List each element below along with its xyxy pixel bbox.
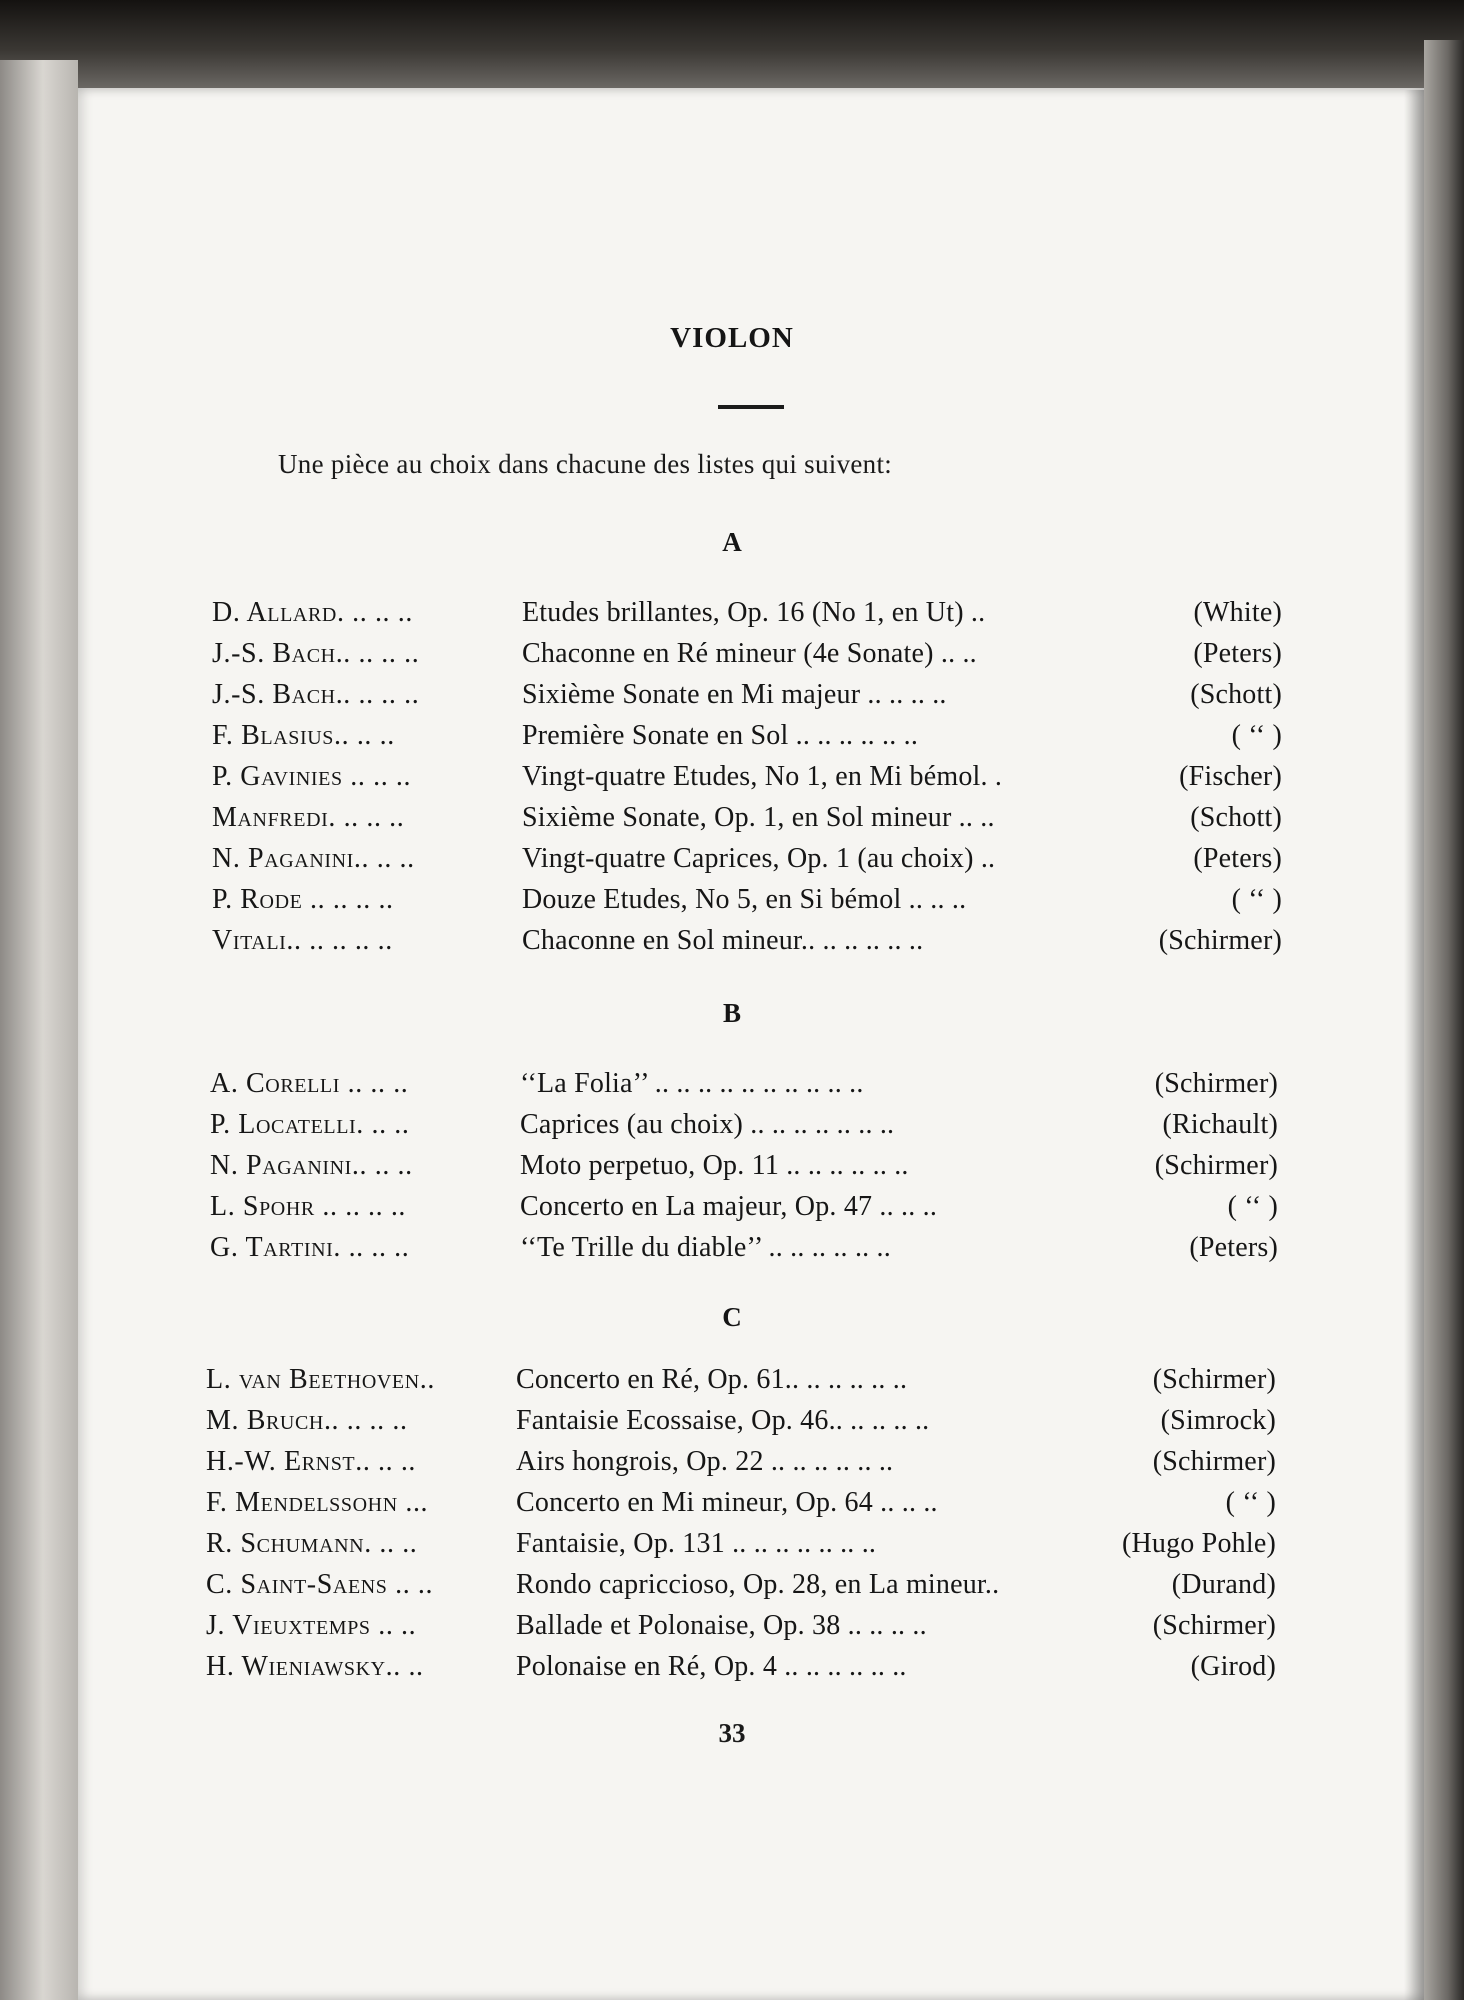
composer-name: F. Mendelssohn ...	[206, 1487, 429, 1518]
composer-name: Manfredi. .. .. ..	[212, 802, 405, 833]
composer-name: N. Paganini.. .. ..	[212, 843, 415, 874]
composer-name: R. Schumann. .. ..	[206, 1528, 418, 1559]
composer-name: C. Saint-Saens .. ..	[206, 1569, 434, 1600]
list-item	[212, 884, 1282, 924]
work-title: Fantaisie Ecossaise, Op. 46.. .. .. .. ..	[516, 1405, 930, 1436]
publisher-name: (Peters)	[1193, 638, 1282, 669]
composer-name: J.-S. Bach.. .. .. ..	[212, 679, 420, 710]
composer-name: H. Wieniawsky.. ..	[206, 1651, 424, 1682]
work-title: ‘‘Te Trille du diable’’ .. .. .. .. .. ..	[520, 1232, 891, 1263]
section-letter: B	[722, 998, 741, 1028]
page-edge-shadow	[1404, 90, 1424, 2000]
work-title: Vingt-quatre Etudes, No 1, en Mi bémol. .	[522, 761, 1003, 792]
work-title: Sixième Sonate en Mi majeur .. .. .. ..	[522, 679, 947, 710]
composer-name: L. Spohr .. .. .. ..	[210, 1191, 407, 1222]
publisher-name: (Schirmer)	[1154, 1150, 1278, 1181]
page-number: 33	[718, 1718, 746, 1748]
work-title: Fantaisie, Op. 131 .. .. .. .. .. .. ..	[516, 1528, 877, 1559]
work-title: ‘‘La Folia’’ .. .. .. .. .. .. .. .. .. ..	[520, 1068, 864, 1099]
scan-background-top	[0, 0, 1464, 90]
work-title: Airs hongrois, Op. 22 .. .. .. .. .. ..	[516, 1446, 894, 1477]
publisher-name: ( ‘‘ )	[1231, 720, 1282, 751]
work-title: Chaconne en Sol mineur.. .. .. .. .. ..	[522, 925, 924, 956]
publisher-name: (Durand)	[1171, 1569, 1276, 1600]
list-item	[206, 1610, 1276, 1650]
composer-name: A. Corelli .. .. ..	[210, 1068, 409, 1099]
work-title: Chaconne en Ré mineur (4e Sonate) .. ..	[522, 638, 977, 669]
work-title: Moto perpetuo, Op. 11 .. .. .. .. .. ..	[520, 1150, 909, 1181]
publisher-name: (White)	[1193, 597, 1282, 628]
list-item	[212, 720, 1282, 760]
section-letter: C	[722, 1302, 742, 1332]
list-item	[206, 1651, 1276, 1691]
work-title: Concerto en Ré, Op. 61.. .. .. .. .. ..	[516, 1364, 908, 1395]
work-title: Première Sonate en Sol .. .. .. .. .. ..	[522, 720, 919, 751]
composer-name: P. Gavinies .. .. ..	[212, 761, 412, 792]
work-title: Polonaise en Ré, Op. 4 .. .. .. .. .. ..	[516, 1651, 907, 1682]
list-item	[212, 925, 1282, 965]
list-item	[210, 1109, 1278, 1149]
work-title: Ballade et Polonaise, Op. 38 .. .. .. ..	[516, 1610, 927, 1641]
list-item	[212, 802, 1282, 842]
publisher-name: ( ‘‘ )	[1225, 1487, 1276, 1518]
composer-name: F. Blasius.. .. ..	[212, 720, 395, 751]
composer-name: H.-W. Ernst.. .. ..	[206, 1446, 417, 1477]
publisher-name: (Simrock)	[1160, 1405, 1276, 1436]
work-title: Rondo capriccioso, Op. 28, en La mineur..	[516, 1569, 1000, 1600]
title-rule	[718, 405, 784, 409]
composer-name: P. Locatelli. .. ..	[210, 1109, 410, 1140]
list-item	[212, 597, 1282, 637]
publisher-name: (Fischer)	[1179, 761, 1282, 792]
section-letter: A	[722, 527, 742, 557]
page-title: VIOLON	[670, 322, 794, 354]
list-item	[212, 843, 1282, 883]
publisher-name: (Schott)	[1190, 802, 1282, 833]
work-title: Caprices (au choix) .. .. .. .. .. .. ..	[520, 1109, 895, 1140]
publisher-name: ( ‘‘ )	[1231, 884, 1282, 915]
list-item	[210, 1232, 1278, 1272]
work-title: Sixième Sonate, Op. 1, en Sol mineur .. ..	[522, 802, 995, 833]
composer-name: G. Tartini. .. .. ..	[210, 1232, 410, 1263]
composer-name: N. Paganini.. .. ..	[210, 1150, 413, 1181]
publisher-name: (Hugo Pohle)	[1121, 1528, 1276, 1559]
document-page	[78, 88, 1424, 2000]
list-item	[206, 1364, 1276, 1404]
publisher-name: (Schirmer)	[1152, 1446, 1276, 1477]
list-item	[212, 638, 1282, 678]
publisher-name: (Schirmer)	[1152, 1610, 1276, 1641]
list-item	[210, 1150, 1278, 1190]
composer-name: L. van Beethoven..	[206, 1364, 435, 1395]
work-title: Vingt-quatre Caprices, Op. 1 (au choix) ..	[522, 843, 996, 874]
composer-name: M. Bruch.. .. .. ..	[206, 1405, 408, 1436]
intro-text: Une pièce au choix dans chacune des listes qui suivent:	[278, 449, 893, 479]
composer-name: Vitali.. .. .. .. ..	[212, 925, 393, 956]
composer-name: J. Vieuxtemps .. ..	[206, 1610, 417, 1641]
work-title: Concerto en Mi mineur, Op. 64 .. .. ..	[516, 1487, 938, 1518]
composer-name: J.-S. Bach.. .. .. ..	[212, 638, 420, 669]
list-item	[206, 1569, 1276, 1609]
publisher-name: (Peters)	[1193, 843, 1282, 874]
list-item	[206, 1405, 1276, 1445]
list-item	[206, 1487, 1276, 1527]
list-item	[206, 1446, 1276, 1486]
list-item	[210, 1068, 1278, 1108]
composer-name: P. Rode .. .. .. ..	[212, 884, 394, 915]
list-item	[206, 1528, 1276, 1568]
work-title: Douze Etudes, No 5, en Si bémol .. .. ..	[522, 884, 967, 915]
publisher-name: (Girod)	[1190, 1651, 1276, 1682]
publisher-name: ( ‘‘ )	[1227, 1191, 1278, 1222]
publisher-name: (Schott)	[1190, 679, 1282, 710]
list-item	[212, 761, 1282, 801]
list-item	[210, 1191, 1278, 1231]
publisher-name: (Schirmer)	[1152, 1364, 1276, 1395]
publisher-name: (Richault)	[1162, 1109, 1278, 1140]
publisher-name: (Schirmer)	[1154, 1068, 1278, 1099]
publisher-name: (Peters)	[1189, 1232, 1278, 1263]
publisher-name: (Schirmer)	[1158, 925, 1282, 956]
composer-name: D. Allard. .. .. ..	[212, 597, 413, 628]
work-title: Etudes brillantes, Op. 16 (No 1, en Ut) ..	[522, 597, 986, 628]
list-item	[212, 679, 1282, 719]
work-title: Concerto en La majeur, Op. 47 .. .. ..	[520, 1191, 938, 1222]
